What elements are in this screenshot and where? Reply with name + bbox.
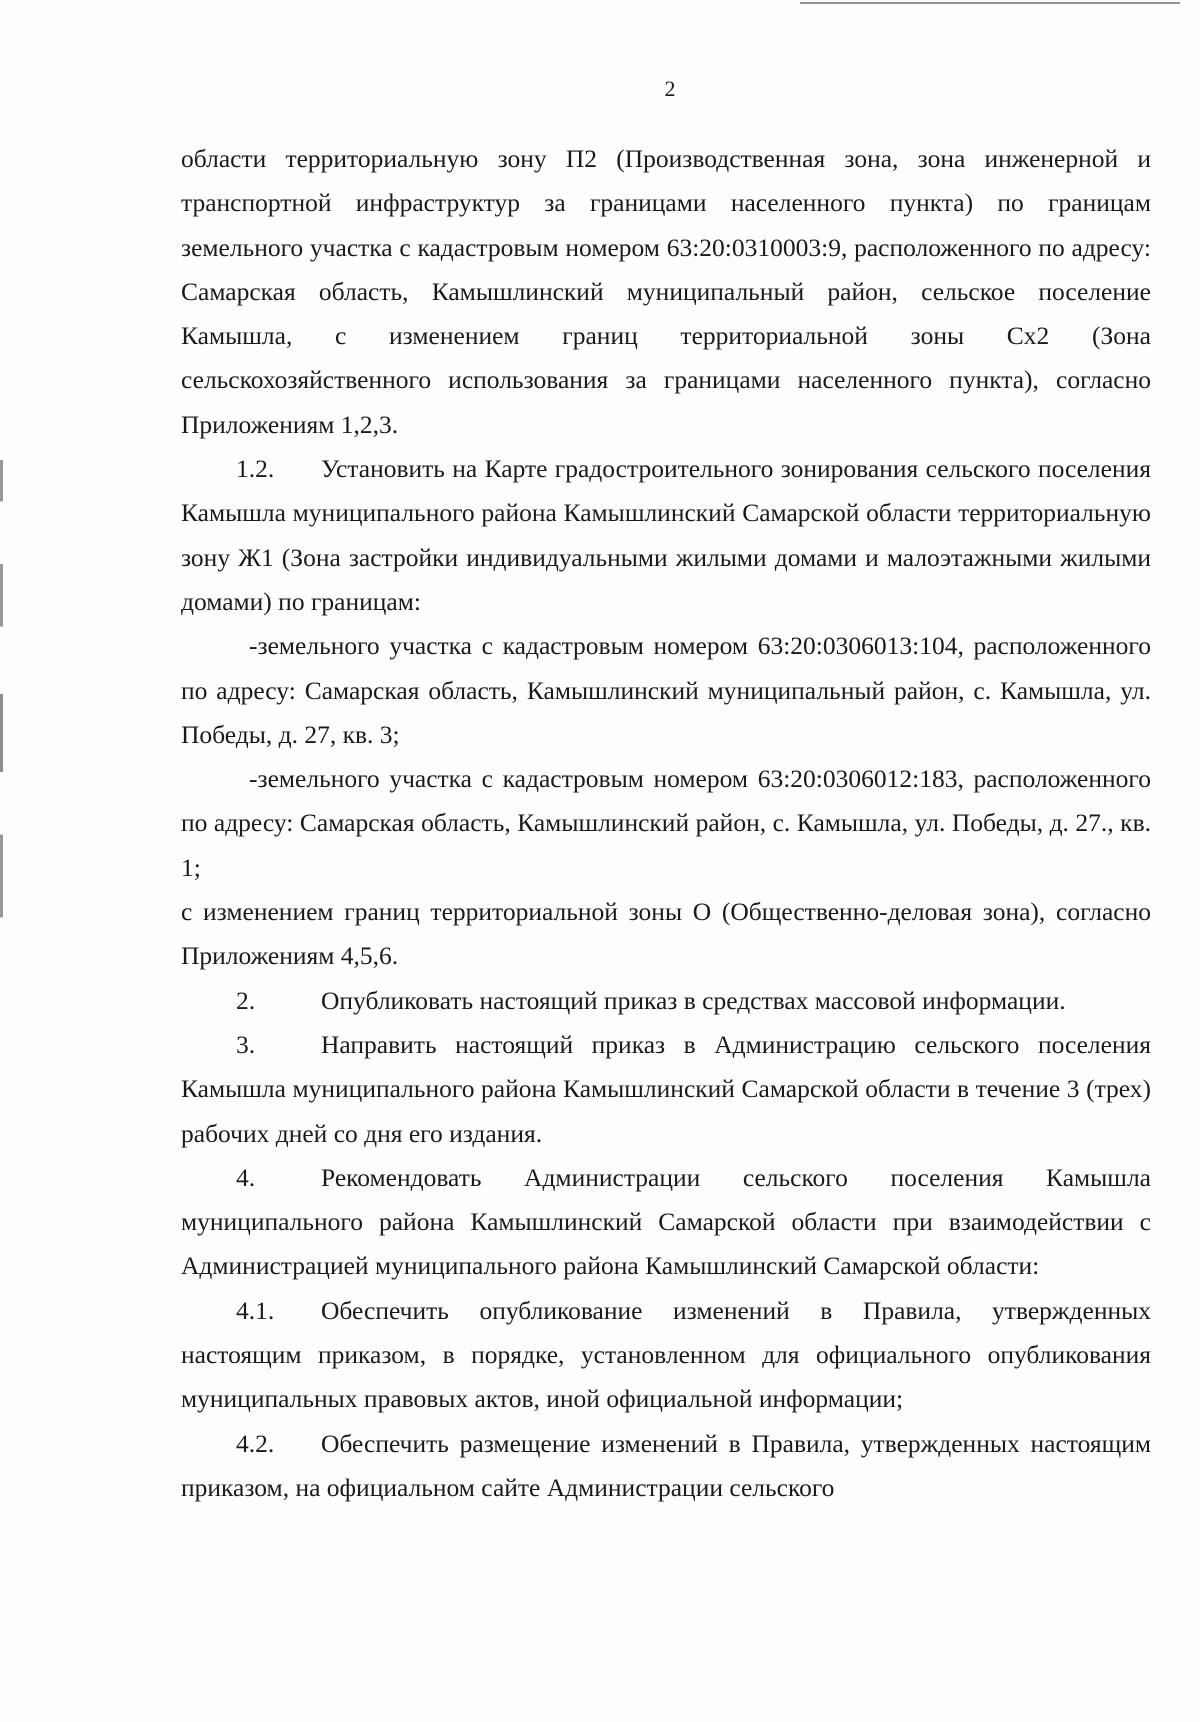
scan-artifact-edge	[0, 460, 3, 980]
paragraph-number: 4.1.	[236, 1295, 275, 1325]
paragraph-4-1	[181, 1289, 1151, 1422]
paragraph-2	[181, 979, 1151, 1023]
paragraph-text: Установить на Карте градостроительного зонирования сельского поселения Камышла муниципального района Камышлинский Самарской области территориальную зону Ж1 (Зона застройки индивидуальными жилыми домами и малоэтажными жилыми домами) по границам:	[181, 454, 1151, 616]
paragraph-3	[181, 1023, 1151, 1156]
paragraph-number: 1.2.	[236, 454, 275, 484]
paragraph-zone-o: с изменением границ территориальной зоны О (Общественно-деловая зона), согласно Приложениям 4,5,6.	[181, 897, 1151, 971]
page-number: 2	[664, 76, 676, 101]
list-item-plot-183: -земельного участка с кадастровым номером 63:20:0306012:183, расположенного по адресу: Самарская область, Камышлинский район, с. Камышла, ул. Победы, д. 27., кв. 1;	[181, 764, 1151, 882]
paragraph-4	[181, 1156, 1151, 1289]
paragraph-4-2	[181, 1422, 1151, 1511]
paragraph-number: 3.	[236, 1029, 256, 1059]
list-item-plot-104: -земельного участка с кадастровым номером 63:20:0306013:104, расположенного по адресу: Самарская область, Камышлинский муниципальный район, с. Камышла, ул. Победы, д. 27, кв. 3;	[181, 631, 1151, 749]
document-body	[181, 137, 1151, 1510]
paragraph-text: Обеспечить размещение изменений в Правила, утвержденных настоящим приказом, на официальном сайте Администрации сельского	[181, 1428, 1151, 1502]
scan-artifact-line	[800, 2, 1180, 4]
paragraph-zone-p2: области территориальную зону П2 (Производственная зона, зона инженерной и транспортной инфраструктур за границами населенного пункта) по границам земельного участка с кадастровым номером 63:20:0310003:9, расположенного по адресу: Самарская область, Камышлинский муниципальный район, сельское поселение Камышла, с изменением границ территориальной зоны Сх2 (Зона сельскохозяйственного использования за границами населенного пункта), согласно Приложениям 1,2,3.	[181, 144, 1151, 439]
paragraph-text: Опубликовать настоящий приказ в средствах массовой информации.	[321, 985, 1066, 1015]
paragraph-number: 4.2.	[236, 1428, 275, 1458]
paragraph-number: 4.	[236, 1162, 256, 1192]
paragraph-text: Рекомендовать Администрации сельского поселения Камышла муниципального района Камышлинский Самарской области при взаимодействии с Администрацией муниципального района Камышлинский Самарской области:	[181, 1162, 1151, 1281]
paragraph-text: Направить настоящий приказ в Администрацию сельского поселения Камышла муниципального района Камышлинский Самарской области в течение 3 (трех) рабочих дней со дня его издания.	[181, 1029, 1151, 1148]
paragraph-number: 2.	[236, 985, 256, 1015]
paragraph-text: Обеспечить опубликование изменений в Правила, утвержденных настоящим приказом, в порядке, установленном для официального опубликования муниципальных правовых актов, иной официальной информации;	[181, 1295, 1151, 1414]
paragraph-1-2	[181, 447, 1151, 624]
